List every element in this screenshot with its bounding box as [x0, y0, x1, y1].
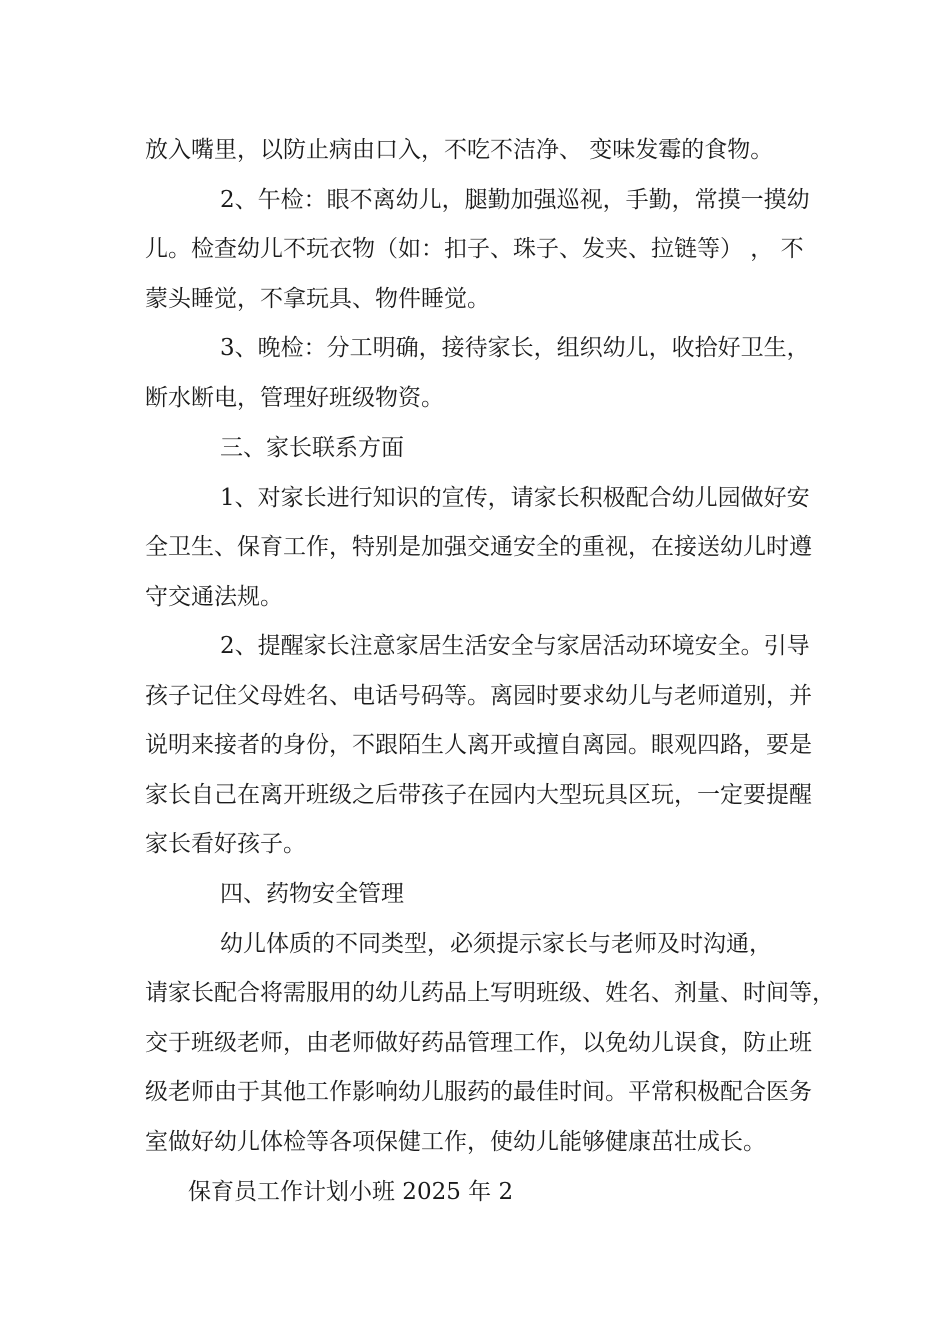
text-line-20: 级老师由于其他工作影响幼儿服药的最佳时间。平常积极配合医务 [145, 1079, 812, 1105]
section-heading-3: 三、家长联系方面 [220, 435, 404, 461]
text-line-9: 全卫生、保育工作，特别是加强交通安全的重视，在接送幼儿时遵 [145, 534, 812, 560]
text-line-17: 幼儿体质的不同类型，必须提示家长与老师及时沟通， [220, 931, 772, 957]
section-heading-4: 四、药物安全管理 [220, 881, 404, 907]
text-line-15: 家长看好孩子。 [145, 831, 306, 857]
document-title-line: 保育员工作计划小班 2025 年 2 [188, 1179, 514, 1205]
text-line-19: 交于班级老师，由老师做好药品管理工作，以免幼儿误食，防止班 [145, 1030, 812, 1056]
text-line-11: 2、提醒家长注意家居生活安全与家居活动环境安全。引导 [220, 633, 810, 659]
text-line-8: 1、对家长进行知识的宣传，请家长积极配合幼儿园做好安 [220, 485, 810, 511]
text-line-4: 蒙头睡觉，不拿玩具、物件睡觉。 [145, 286, 490, 312]
text-line-10: 守交通法规。 [145, 584, 283, 610]
text-line-21: 室做好幼儿体检等各项保健工作，使幼儿能够健康茁壮成长。 [145, 1129, 766, 1155]
text-line-14: 家长自己在离开班级之后带孩子在园内大型玩具区玩，一定要提醒 [145, 782, 812, 808]
text-line-1: 放入嘴里，以防止病由口入，不吃不洁净、 变味发霉的食物。 [145, 137, 774, 163]
text-line-18: 请家长配合将需服用的幼儿药品上写明班级、姓名、剂量、时间等， [145, 980, 835, 1006]
text-line-6: 断水断电，管理好班级物资。 [145, 385, 444, 411]
text-line-13: 说明来接者的身份，不跟陌生人离开或擅自离园。眼观四路，要是 [145, 732, 812, 758]
text-line-2: 2、午检：眼不离幼儿，腿勤加强巡视，手勤，常摸一摸幼 [220, 187, 810, 213]
text-line-12: 孩子记住父母姓名、电话号码等。离园时要求幼儿与老师道别，并 [145, 683, 812, 709]
text-line-3: 儿。检查幼儿不玩衣物（如：扣子、珠子、发夹、拉链等） ， 不 [145, 236, 804, 262]
text-line-5: 3、晚检：分工明确，接待家长，组织幼儿，收拾好卫生， [220, 335, 810, 361]
